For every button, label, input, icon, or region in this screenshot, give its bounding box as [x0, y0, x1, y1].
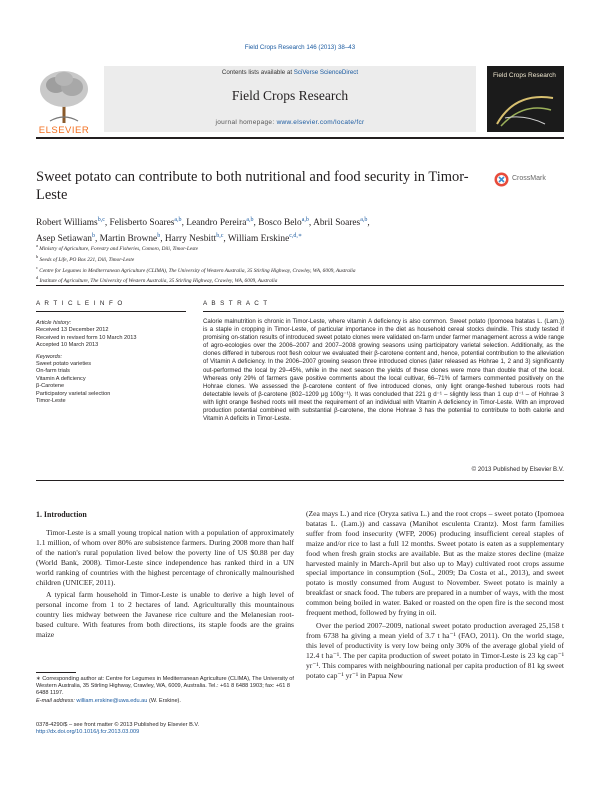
divider [36, 480, 564, 481]
body-column-right [306, 509, 564, 683]
history-item: Accepted 10 March 2013 [36, 342, 99, 349]
contents-prefix: Contents lists available at [221, 69, 294, 76]
affiliation-mark: c [36, 264, 38, 270]
article-title: Sweet potato can contribute to both nutritional and food security in Timor-Leste [36, 169, 469, 203]
author-affiliation-marker[interactable]: a,b [174, 217, 182, 223]
affiliation-text: Centre for Legumes in Mediterranean Agriculture (CLIMA), The University of Western Australia, 35 Stirling Highway, Crawley, WA, 6009, Australia [39, 267, 356, 274]
email-label: E-mail address: [36, 697, 77, 704]
author-affiliation-marker[interactable]: a,b [360, 217, 368, 223]
sciencedirect-link[interactable]: SciVerse ScienceDirect [293, 69, 359, 76]
email-link[interactable]: william.erskine@uwa.edu.au [76, 697, 148, 704]
body-paragraph: A typical farm household in Timor-Leste is unable to derive a high level of personal income from 1 to 2 hectares of land. Agriculturally this mountainous country lies midway between the Javanese rice culture and the Melanesian root-based culture. With features from both directions, its staple foods are the grains maize [36, 590, 294, 640]
author-name[interactable]: Felisberto Soares [109, 218, 175, 229]
author-affiliation-marker[interactable]: b,c [216, 233, 224, 240]
author-affiliation-marker[interactable]: b [91, 233, 95, 240]
email-suffix: (W. Erskine). [147, 697, 181, 704]
author-name[interactable]: Martin Browne [99, 234, 158, 245]
keyword: Timor-Leste [36, 398, 66, 405]
affiliation-item [36, 242, 564, 253]
doi-link[interactable]: http://dx.doi.org/10.1016/j.fcr.2013.03.009 [36, 729, 140, 736]
keyword: On-farm trials [36, 368, 70, 375]
body-column-left [36, 528, 294, 643]
issn-line: 0378-4290/$ – see front matter © 2013 Published by Elsevier B.V. [36, 722, 200, 728]
author-affiliation-marker[interactable]: c,d,∗ [289, 233, 302, 240]
footnote-email-line [36, 698, 294, 705]
affiliation-mark: d [36, 275, 39, 281]
imprint [36, 722, 336, 737]
author-name[interactable]: Robert Williams [36, 218, 98, 229]
affiliation-text: Ministry of Agriculture, Forestry and Fisheries, Comoro, Dili, Timor-Leste [39, 245, 198, 252]
cover-title: Field Crops Research [493, 72, 556, 79]
author-affiliation-marker[interactable]: a,b [301, 217, 309, 223]
keyword: Participatory varietal selection [36, 390, 111, 397]
body-paragraph: Over the period 2007–2009, national sweet potato production averaged 25,158 t from 6738 ha giving a mean yield of 3.7 t ha⁻¹ (FAO, 2011). On the world stage, this level of productivity is very low being only 30% of the average global yield of 12.4 t ha⁻¹. The per capita production of sweet potato in Timor-Leste is 23 kg cap⁻¹ yr⁻¹. This compares with neighbouring national per capita production of 81 kg sweet potato cap⁻¹ yr⁻¹ in Papua New [306, 620, 564, 680]
body-paragraph: (Zea mays L.) and rice (Oryza sativa L.) and the root crops – sweet potato (Ipomoea batatas L. (Lam.)) and cassava (Manihot esculenta Crantz). Most farm families suffer from food insecurity (WFP, 2006) producing insufficient cereal staples of maize and/or rice to last a full 12 months. Sweet potato is eaten as a supplementary food when fresh grain stocks are available. But as the maize stores decline (maize harvested mainly in March-April but also up to May) cultivated root crops assume special importance in consumption (SoL, 2009; Da Costa et al., 2013), and sweet potato is mostly consumed from August to November. Sweet potato is mainly a breakfast or snack food. The tubers are prepared in a number of ways, with the most common being boiled in water. Baked or roasted on the open fire is the second most frequent method, followed by frying in oil. [306, 509, 564, 618]
author-affiliation-marker[interactable]: a,b [246, 217, 254, 223]
publisher-logo-text: ELSEVIER [38, 125, 90, 136]
author-name[interactable]: William Erskine [227, 234, 290, 245]
crossmark-label: CrossMark [512, 175, 546, 182]
abstract-text: Calorie malnutrition is chronic in Timor-Leste, where vitamin A deficiency is also common. Sweet potato (Ipomoea batatas L. (Lam.)) is a staple in cropping in Timor-Leste, of particular importance in the diet as household cereal stocks dwindle. This study tested if promising on-station results of introduced sweet potato clones were validated on-farm under farmer management across a wide range of agro-ecologies over the 2006–2007 and 2007–2008 growing seasons using participatory varietal selection. Additionally, as the clones differed in tuberous root flesh colour we evaluated their β-carotene content and, hence, potential contribution to the alleviation of Vitamin A deficiency. In the 2006–2007 growing season three introduced clones (later released as Hohrae 1, 2 and 3) significantly out-performed the local by 29–45%, while in the next season the yields of these clones were more than double that of the local. Whereas only 29% of farmers gave positive comments about the local cultivar, 66–71% of farmers commented positively on the Hohrae clones. We assessed the β-carotene content of five introduced clones, only light orange-fleshed tuberous roots had detectable levels of β-carotene (802–1209 μg 100g⁻¹). It was concluded that 221 g d⁻¹ – slightly less than 1 cup d⁻¹ – of Hohrae 3 with light orange fleshed roots will meet the requirement of an individual with Vitamin A deficiency in Timor-Leste. With an improved production potential combined with substantial β-carotene, the clone Hohrae 3 has the potential to contribute to both calorie and Vitamin A deficits in Timor-Leste. [203, 318, 564, 423]
affiliation-mark: b [36, 253, 39, 259]
author-affiliation-marker[interactable]: b [157, 233, 161, 240]
author-name[interactable]: Leandro Pereira [186, 218, 247, 229]
corresponding-author-footnote [36, 676, 294, 705]
masthead-rule [36, 137, 564, 139]
author-name[interactable]: Bosco Belo [258, 218, 302, 229]
footnote-text: ∗ Corresponding author at: Centre for Legumes in Mediterranean Agriculture (CLIMA), The University of Western Australia, 35 Stirling Highway, Crawley, WA, 6009, Australia. Tel.: +61 8 6488 1903; fax: +61 8 6488 1197. [36, 676, 294, 697]
contents-line [104, 69, 476, 76]
journal-title: Field Crops Research [231, 88, 349, 103]
article-info-block [36, 320, 186, 405]
body-paragraph: Timor-Leste is a small young tropical nation with a population of approximately 1.1 million, of whom over 80% are subsistence farmers. During 2008 more than half of the nation's rural population lived below the poverty line of US $0.88 per day (World Bank, 2008). Timor-Leste since independence has ranked third in a UN world ranking of countries with the highest percentage of chronically malnourished children (UNICEF, 2011). [36, 528, 294, 587]
history-item: Received 13 December 2012 [36, 327, 109, 334]
cover-artwork [495, 88, 555, 128]
divider [36, 311, 186, 312]
author-name[interactable]: Harry Nesbitt [164, 234, 217, 245]
affiliation-mark: a [36, 243, 38, 248]
copyright-notice: © 2013 Published by Elsevier B.V. [471, 466, 564, 473]
author-name[interactable]: Asep Setiawan [36, 234, 92, 245]
crossmark-icon [494, 172, 509, 187]
article-info-heading: A R T I C L E I N F O [36, 300, 124, 307]
author-list: Robert Williams$^{b,c}$, Felisberto Soares$^{a,b}$, Leandro Pereira$^{a,b}$, Bosco Belo$^{a,b}$, Abril Soares$^{a,b}$, Asep Setiawan$^b$, Martin Browne$^b$, Harry Nesbitt$^{b,c}$, William Erskine$^{c,d,∗}$ [36, 217, 370, 245]
journal-homepage [104, 119, 476, 126]
affiliation-list [36, 242, 564, 285]
divider [36, 285, 564, 286]
divider [203, 311, 564, 312]
crossmark-badge[interactable] [494, 172, 564, 188]
author-name[interactable]: Abril Soares [313, 218, 361, 229]
author-affiliation-marker[interactable]: b,c [97, 217, 105, 223]
affiliation-text: Seeds of Life, PO Box 221, Dili, Timor-Leste [39, 256, 135, 263]
history-label: Article history: [36, 320, 72, 326]
masthead-banner [104, 66, 476, 132]
history-item: Received in revised form 10 March 2013 [36, 334, 137, 341]
affiliation-item [36, 253, 564, 264]
keyword: β-Carotene [36, 383, 65, 390]
affiliation-item [36, 264, 564, 275]
abstract-heading: A B S T R A C T [203, 300, 269, 307]
elsevier-tree-logo[interactable] [36, 67, 92, 125]
journal-masthead [36, 55, 564, 141]
affiliation-text: Institute of Agriculture, The University of Western Australia, 35 Stirling Highway, Crawley, WA, 6009, Australia [39, 278, 278, 285]
journal-cover-thumbnail[interactable] [487, 66, 564, 132]
affiliation-item [36, 274, 564, 285]
section-heading-introduction: 1. Introduction [36, 510, 87, 519]
keyword: Sweet potato varieties [36, 361, 92, 368]
keyword: Vitamin A deficiency [36, 375, 86, 382]
footnote-rule [36, 672, 76, 673]
homepage-prefix: journal homepage: [215, 119, 277, 126]
running-head[interactable]: Field Crops Research 146 (2013) 38–43 [244, 44, 356, 51]
keywords-label: Keywords: [36, 353, 63, 360]
homepage-link[interactable]: www.elsevier.com/locate/fcr [276, 119, 365, 126]
